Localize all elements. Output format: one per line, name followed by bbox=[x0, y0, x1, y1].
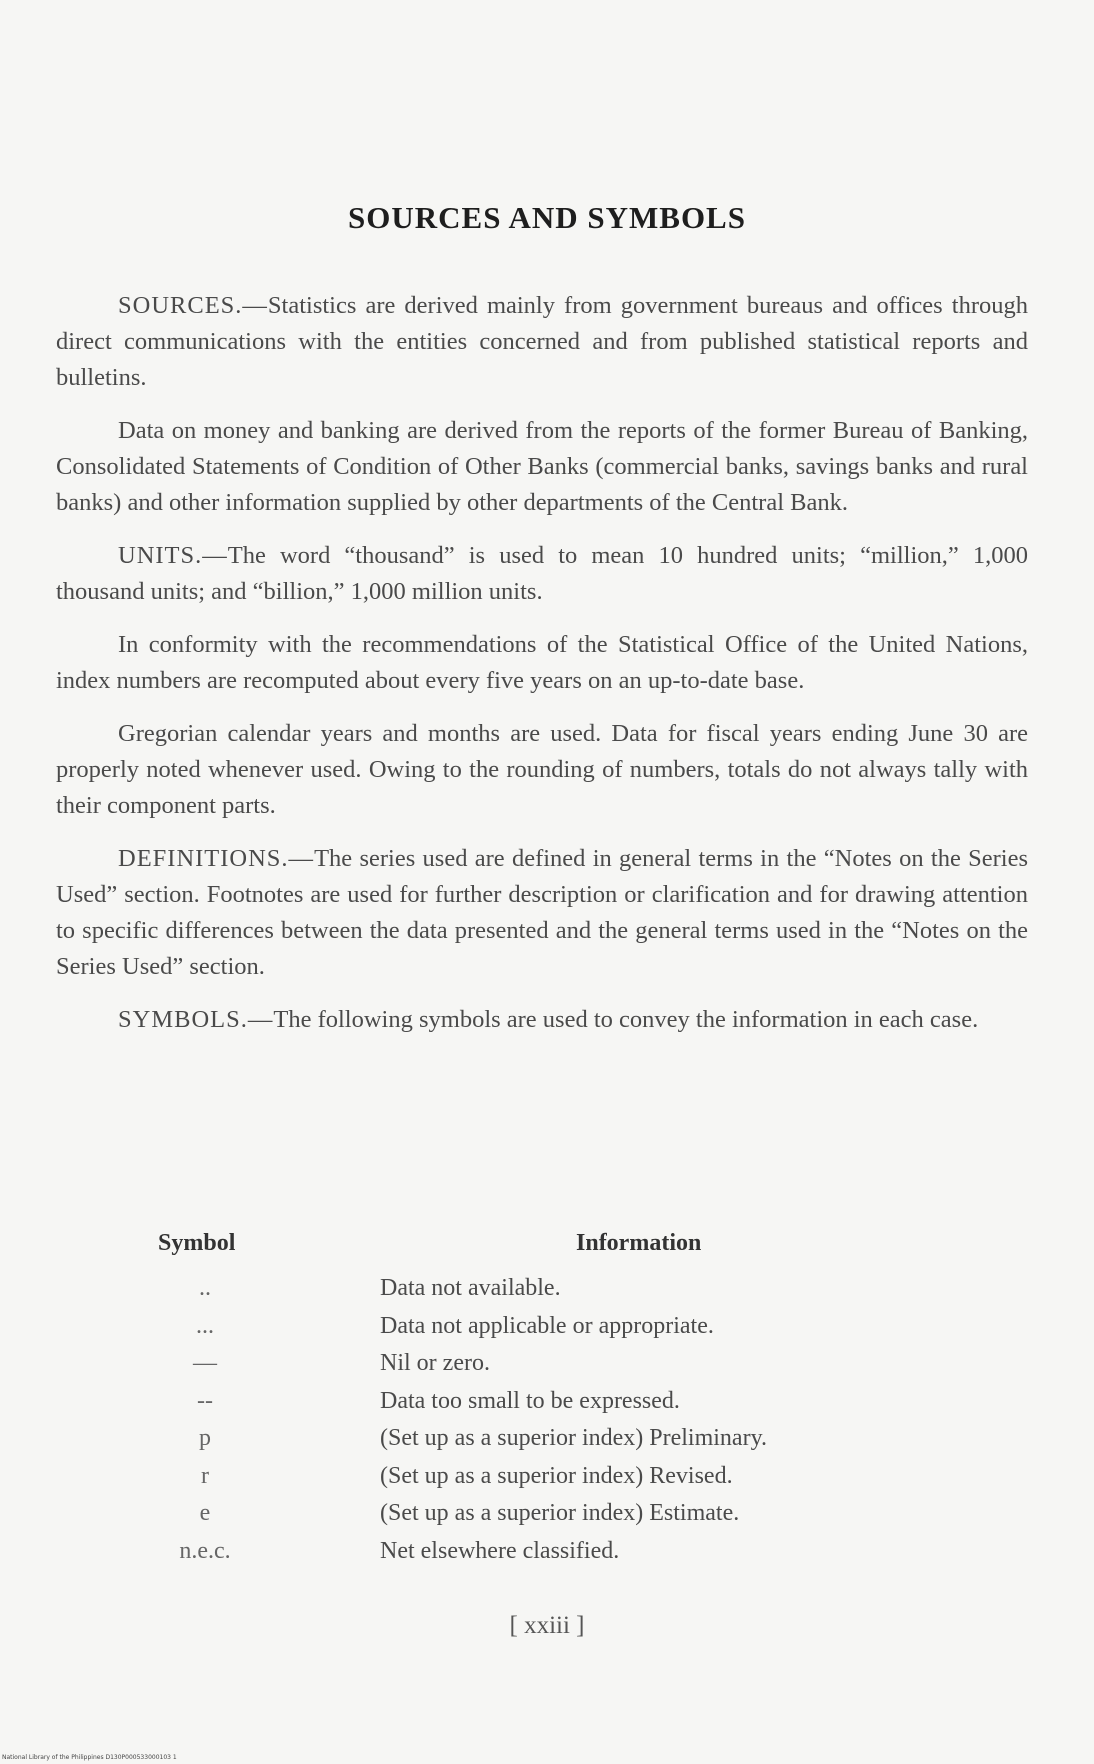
information-cell: Nil or zero. bbox=[380, 1350, 490, 1376]
page-number: [ xxiii ] bbox=[509, 1612, 585, 1639]
table-row bbox=[0, 1350, 1094, 1388]
table-row bbox=[0, 1425, 1094, 1463]
table-row bbox=[0, 1313, 1094, 1351]
symbol-cell: -- bbox=[197, 1387, 213, 1414]
symbol-cell: .. bbox=[199, 1275, 211, 1301]
sources-text: Statistics are derived mainly from government bureaus and offices through direct communications with the entities concerned and from published statistical reports and bulletins. bbox=[56, 292, 1028, 391]
table-row bbox=[0, 1463, 1094, 1501]
units-lead: UNITS.— bbox=[118, 542, 228, 569]
symbol-cell: n.e.c. bbox=[179, 1537, 231, 1564]
symbol-column-header: Symbol bbox=[158, 1230, 236, 1256]
symbols-table bbox=[0, 1275, 1094, 1575]
definitions-lead: DEFINITIONS.— bbox=[118, 845, 315, 872]
information-cell: Data not available. bbox=[380, 1275, 561, 1301]
paragraph-conformity: In conformity with the recommendations of the Statistical Office of the United Nations, index numbers are recomputed about every five years on an up-to-date base. bbox=[56, 631, 1028, 694]
paragraph-units bbox=[56, 538, 1028, 610]
paragraph-definitions bbox=[56, 841, 1028, 985]
information-column-header: Information bbox=[576, 1230, 702, 1256]
sources-lead: SOURCES.— bbox=[118, 292, 268, 319]
information-cell: Net elsewhere classified. bbox=[380, 1537, 620, 1564]
table-row bbox=[0, 1500, 1094, 1538]
information-cell: (Set up as a superior index) Preliminary. bbox=[380, 1425, 768, 1451]
page-title: SOURCES AND SYMBOLS bbox=[348, 200, 746, 235]
paragraph-calendar: Gregorian calendar years and months are used. Data for fiscal years ending June 30 are properly noted whenever used. Owing to the rounding of numbers, totals do not always tally with their component parts. bbox=[56, 720, 1028, 819]
body-text bbox=[56, 288, 1028, 1055]
table-row bbox=[0, 1388, 1094, 1426]
information-cell: (Set up as a superior index) Revised. bbox=[380, 1462, 733, 1489]
symbol-cell: e bbox=[199, 1500, 211, 1526]
symbol-cell: r bbox=[201, 1462, 209, 1489]
library-credit: National Library of the Philippines D130P000533000103 1 bbox=[2, 1754, 177, 1761]
information-cell: (Set up as a superior index) Estimate. bbox=[380, 1500, 740, 1526]
paragraph-sources bbox=[56, 288, 1028, 396]
table-row bbox=[0, 1538, 1094, 1576]
symbol-cell: — bbox=[193, 1350, 217, 1376]
paragraph-money-banking: Data on money and banking are derived from the reports of the former Bureau of Banking, Consolidated Statements of Condition of Other Banks (commercial banks, savings banks and rural banks) and other information supplied by other departments of the Central Bank. bbox=[56, 417, 1028, 516]
symbols-lead: SYMBOLS.— bbox=[118, 1006, 274, 1033]
definitions-text: The series used are defined in general terms in the “Notes on the Series Used” section. Footnotes are used for further description or clarification and for drawing attention to specific differences between the data presented and the general terms used in the “Notes on the Series Used” section. bbox=[56, 845, 1028, 980]
table-row bbox=[0, 1275, 1094, 1313]
information-cell: Data not applicable or appropriate. bbox=[380, 1312, 714, 1339]
symbol-cell: ... bbox=[196, 1312, 214, 1339]
units-text: The word “thousand” is used to mean 10 hundred units; “million,” 1,000 thousand units; and “billion,” 1,000 million units. bbox=[56, 542, 1028, 605]
paragraph-symbols bbox=[56, 1002, 1028, 1038]
information-cell: Data too small to be expressed. bbox=[380, 1387, 680, 1414]
symbol-cell: p bbox=[199, 1425, 211, 1451]
symbols-text: The following symbols are used to convey the information in each case. bbox=[273, 1006, 979, 1033]
